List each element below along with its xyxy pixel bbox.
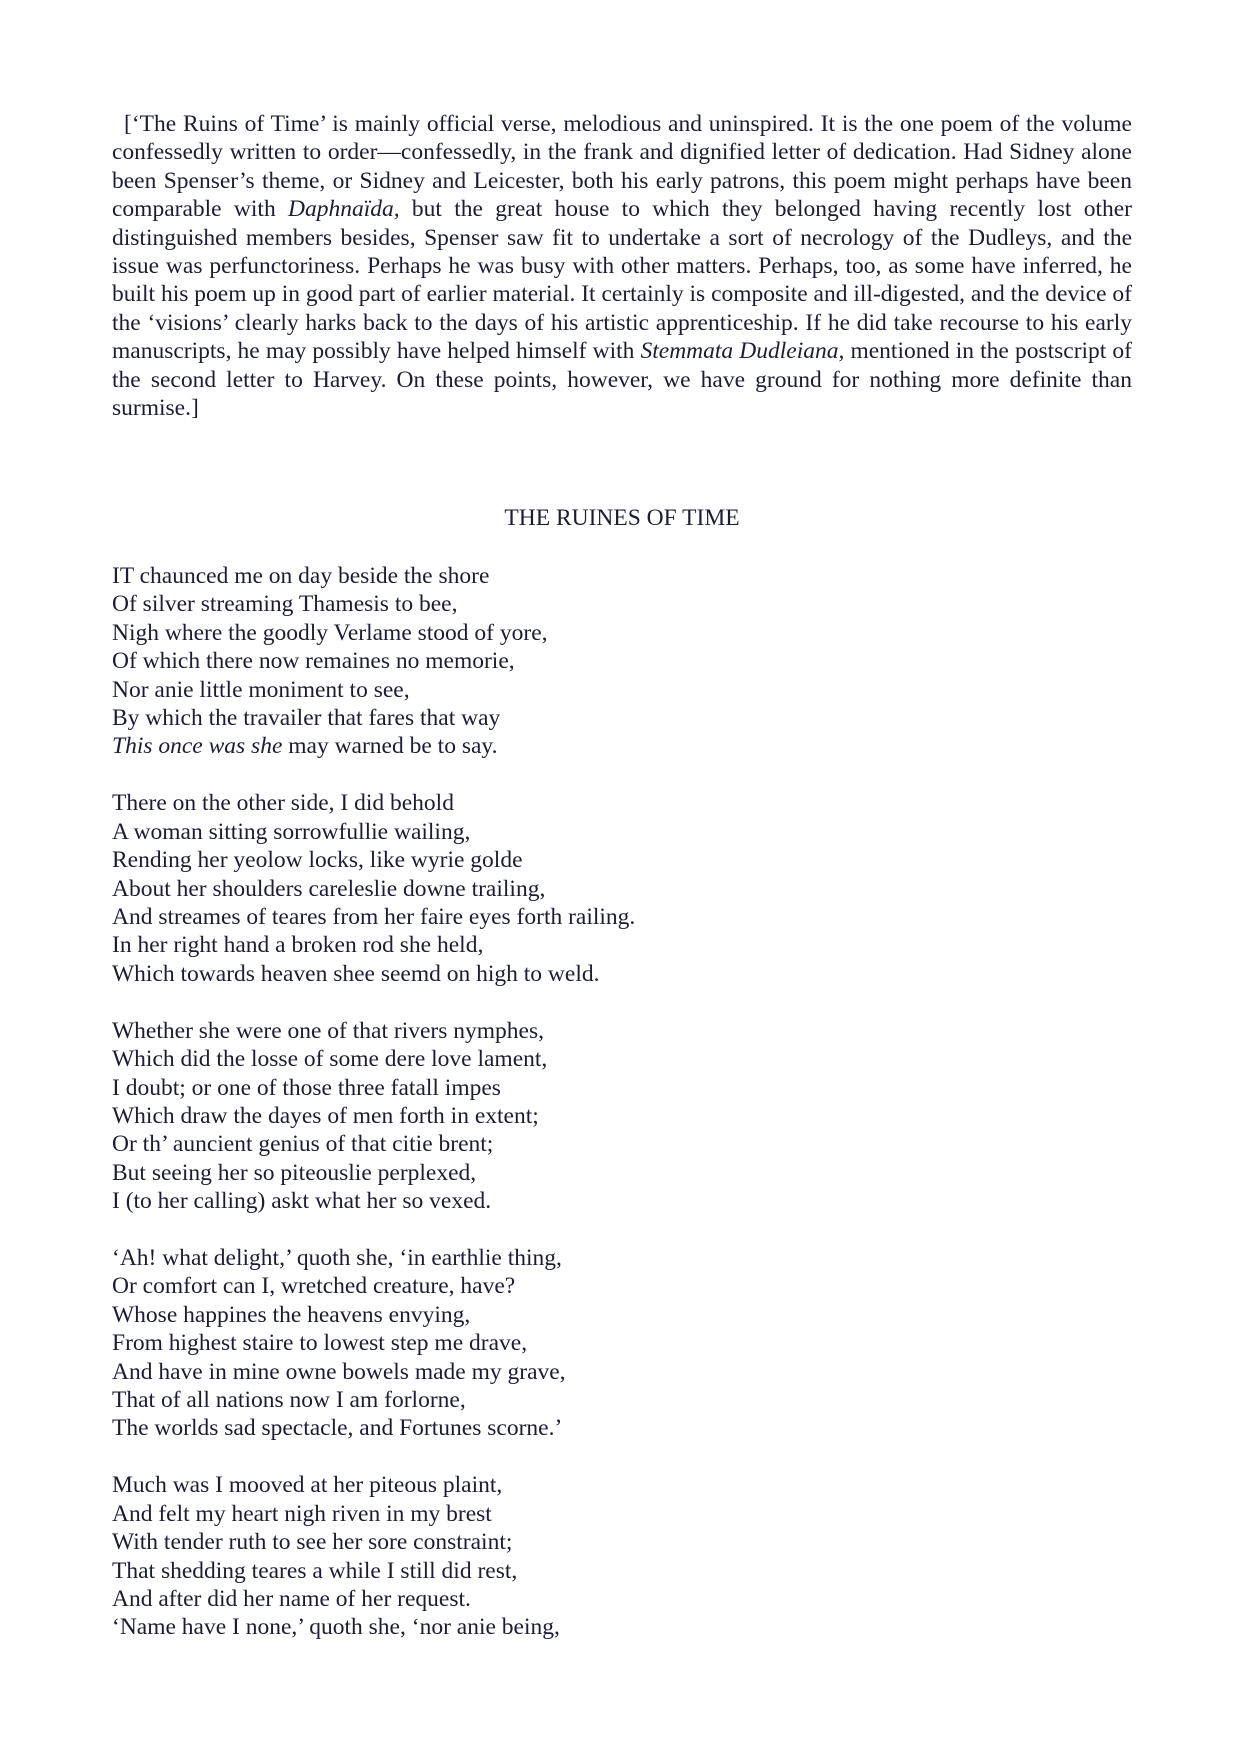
verse-line: I (to her calling) askt what her so vexed. — [112, 1188, 492, 1215]
verse-line — [112, 732, 1012, 760]
verse-line: Which did the losse of some dere love lament, — [112, 1046, 548, 1073]
verse-line: Which draw the dayes of men forth in extent; — [112, 1102, 539, 1129]
verse-line: Which towards heaven shee seemd on high to weld. — [112, 960, 600, 987]
verse-line: Nor anie little moniment to see, — [112, 676, 410, 703]
document-page — [112, 110, 1132, 1641]
verse-text: may warned be to say. — [282, 733, 498, 760]
stanza-4 — [112, 1244, 1012, 1443]
verse-line: ‘Ah! what delight,’ quoth she, ‘in earthlie thing, — [112, 1245, 562, 1272]
verse-line: And after did her name of her request. — [112, 1586, 471, 1612]
verse-line: Nigh where the goodly Verlame stood of yore, — [112, 619, 548, 646]
intro-text-2: but the great house to which they belonged having recently lost other distinguished members besides, Spenser saw fit to undertake a sort of necrology of the Dudleys, and the issue was perfunctoriness. Perhaps he was busy with other matters. Perhaps, too, as some have inferred, he built his poem up in good part of earlier material. It certainly is composite and ill-digested, and the device of the ‘visions’ clearly harks back to the days of his artistic apprenticeship. If he did take recourse to his early manuscripts, he may possibly have helped himself with — [112, 196, 1132, 365]
verse-line: And have in mine owne bowels made my grave, — [112, 1358, 566, 1385]
stanza-5 — [112, 1471, 1012, 1641]
verse-line: Whose happines the heavens envying, — [112, 1301, 471, 1328]
verse-line: Much was I mooved at her piteous plaint, — [112, 1472, 503, 1499]
stanza-3 — [112, 1017, 1012, 1216]
stanza-1 — [112, 562, 1012, 761]
verse-line: In her right hand a broken rod she held, — [112, 932, 484, 959]
verse-line: Of which there now remaines no memorie, — [112, 648, 515, 675]
verse-italic: This once was she — [112, 733, 283, 760]
verse-line: I doubt; or one of those three fatall impes — [112, 1074, 501, 1101]
verse-line: Rending her yeolow locks, like wyrie golde — [112, 847, 523, 874]
verse-line: That of all nations now I am forlorne, — [112, 1387, 466, 1414]
poem-body — [112, 562, 1012, 1670]
verse-line: By which the travailer that fares that way — [112, 705, 501, 732]
verse-line: A woman sitting sorrowfullie wailing, — [112, 818, 471, 845]
verse-line: About her shoulders careleslie downe trailing, — [112, 875, 546, 902]
verse-line: Whether she were one of that rivers nymphes, — [112, 1017, 544, 1044]
verse-line: With tender ruth to see her sore constraint; — [112, 1529, 513, 1556]
verse-line: From highest staire to lowest step me drave, — [112, 1330, 528, 1357]
verse-line: IT chaunced me on day beside the shore — [112, 563, 490, 589]
verse-line: Or comfort can I, wretched creature, have? — [112, 1273, 516, 1300]
verse-line: That shedding teares a while I still did rest, — [112, 1557, 518, 1584]
intro-text-3: mentioned in the postscript of the second letter to Harvey. On these points, however, we have ground for nothing more definite than surmise.] — [112, 338, 1132, 422]
verse-line: ‘Name have I none,’ quoth she, ‘nor anie being, — [112, 1614, 560, 1641]
intro-text-1: [‘The Ruins of Time’ is mainly official verse, melodious and uninspired. It is the one poem of the volume confessedly written to order—confessedly, in the frank and dignified letter of dedication. Had Sidney alone been Spenser’s theme, or Sidney and Leicester, both his early patrons, this poem might perhaps have been comparable with — [112, 111, 1132, 223]
intro-italic-daphnaida: Daphnaïda, — [288, 196, 400, 223]
verse-line: And felt my heart nigh riven in my brest — [112, 1500, 492, 1527]
verse-line: Or th’ auncient genius of that citie brent; — [112, 1131, 494, 1158]
stanza-2 — [112, 789, 1012, 988]
verse-line: There on the other side, I did behold — [112, 790, 454, 817]
poem-title: THE RUINES OF TIME — [504, 505, 740, 531]
verse-line: And streames of teares from her faire eyes forth railing. — [112, 903, 636, 930]
verse-line: The worlds sad spectacle, and Fortunes scorne.’ — [112, 1415, 563, 1442]
verse-line: Of silver streaming Thamesis to bee, — [112, 591, 458, 618]
intro-paragraph — [112, 110, 1132, 422]
intro-italic-stemmata: Stemmata Dudleiana, — [640, 338, 845, 365]
verse-line: But seeing her so piteouslie perplexed, — [112, 1159, 477, 1186]
